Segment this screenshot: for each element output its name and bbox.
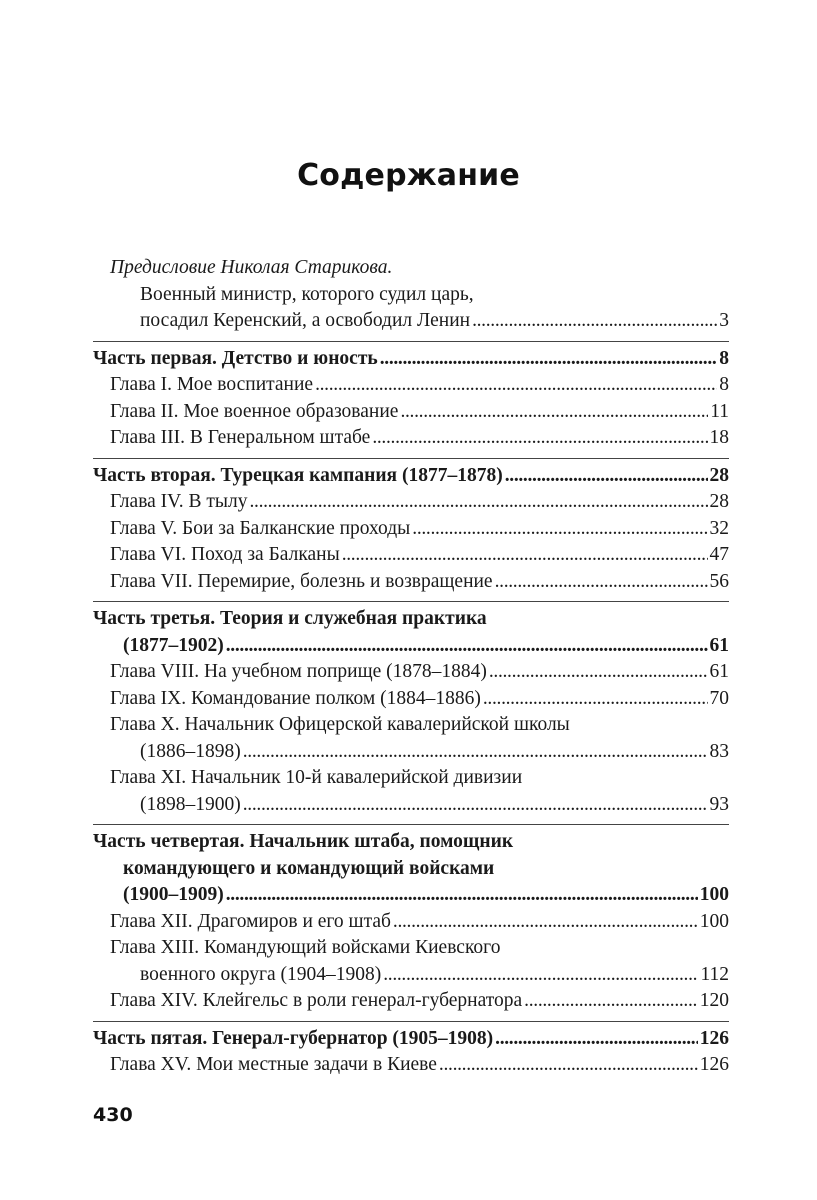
preface-title-last-line — [110, 308, 729, 335]
page-ref: 47 — [709, 544, 729, 565]
preface-title-line: Военный министр, которого судил царь, — [140, 283, 474, 305]
chapter-title: Глава XII. Драгомиров и его штаб — [110, 910, 391, 932]
toc-entry-chapter-1[interactable] — [93, 372, 729, 399]
page-ref: 28 — [709, 491, 729, 512]
part-title-cont: командующего и командующий войсками — [123, 857, 495, 879]
dot-leader — [372, 425, 707, 452]
dot-leader — [495, 569, 708, 596]
dot-leader — [243, 739, 708, 766]
page-ref: 32 — [709, 517, 729, 539]
chapter-title-cont: военного округа (1904–1908) — [140, 963, 382, 985]
toc-entry-chapter-7[interactable] — [93, 569, 729, 596]
page-ref: 83 — [709, 740, 729, 762]
page-ref: 8 — [719, 374, 729, 395]
toc-entry-chapter-5[interactable] — [93, 516, 729, 543]
dot-leader — [439, 1052, 698, 1079]
chapter-title: Глава IX. Командование полком (1884–1886) — [110, 687, 481, 709]
page-ref: 8 — [719, 347, 729, 369]
toc-entry-chapter-9[interactable] — [93, 686, 729, 713]
page-number: 430 — [93, 1104, 133, 1126]
page-ref: 93 — [709, 793, 729, 815]
chapter-title-cont: (1898–1900) — [140, 793, 241, 815]
toc-entry-chapter-6[interactable] — [93, 542, 729, 569]
page-ref: 18 — [709, 427, 729, 448]
dot-leader — [226, 882, 698, 909]
part-title: Часть вторая. Турецкая кампания (1877–1878) — [93, 464, 503, 486]
toc-entry-chapter-2[interactable] — [93, 399, 729, 426]
chapter-title: Глава VIII. На учебном поприще (1878–1884) — [110, 661, 487, 682]
toc-entry-chapter-15[interactable] — [93, 1052, 729, 1079]
page-ref: 112 — [700, 963, 729, 985]
dot-leader — [495, 1026, 698, 1053]
chapter-title: Глава XV. Мои местные задачи в Киеве — [110, 1054, 437, 1075]
toc-entry-part-3[interactable] — [93, 606, 729, 659]
dot-leader — [472, 308, 717, 335]
page-ref: 70 — [709, 687, 729, 709]
page-ref: 3 — [719, 310, 729, 331]
page-ref: 120 — [699, 990, 729, 1011]
dot-leader — [483, 686, 708, 713]
chapter-title: Глава VII. Перемирие, болезнь и возвращение — [110, 570, 493, 592]
dot-leader — [412, 516, 707, 543]
chapter-title: Глава XIV. Клейгельс в роли генерал-губернатора — [110, 990, 523, 1011]
page-ref: 100 — [699, 910, 729, 932]
page-ref: 61 — [709, 634, 729, 656]
dot-leader — [243, 792, 708, 819]
page-ref: 56 — [709, 570, 729, 592]
dot-leader — [524, 988, 698, 1015]
page-ref: 11 — [710, 400, 729, 422]
dot-leader — [226, 633, 708, 660]
toc-entry-part-1[interactable] — [93, 346, 729, 373]
chapter-title: Глава XI. Начальник 10-й кавалерийской дивизии — [110, 767, 523, 788]
chapter-title: Глава IV. В тылу — [110, 491, 248, 512]
entry-text: посадил Керенский, а освободил Ленин — [140, 310, 471, 331]
page-ref: 61 — [709, 661, 729, 682]
toc-entry-chapter-12[interactable] — [93, 909, 729, 936]
page-ref: 28 — [709, 464, 729, 486]
page-ref: 126 — [699, 1027, 729, 1049]
dot-leader — [400, 399, 708, 426]
dot-leader — [342, 542, 708, 569]
dot-leader — [383, 962, 698, 989]
chapter-title: Глава III. В Генеральном штабе — [110, 427, 371, 448]
chapter-title: Глава X. Начальник Офицерской кавалерийской школы — [110, 714, 570, 735]
toc-entry-chapter-11[interactable] — [93, 765, 729, 818]
toc-entry-part-5[interactable] — [93, 1026, 729, 1053]
chapter-title: Глава V. Бои за Балканские проходы — [110, 517, 411, 539]
toc-entry-chapter-8[interactable] — [93, 659, 729, 686]
part-title-cont: (1877–1902) — [123, 634, 224, 656]
toc-entry-chapter-3[interactable] — [93, 425, 729, 452]
chapter-title: Глава XIII. Командующий войсками Киевского — [110, 937, 501, 958]
table-of-contents — [93, 255, 729, 1079]
toc-entry-chapter-13[interactable] — [93, 935, 729, 988]
part-title: Часть пятая. Генерал-губернатор (1905–1908) — [93, 1027, 494, 1049]
dot-leader — [505, 463, 708, 490]
toc-entry-chapter-10[interactable] — [93, 712, 729, 765]
preface-author-line: Предисловие Николая Старикова. — [110, 257, 393, 278]
page-ref: 126 — [699, 1054, 729, 1075]
toc-entry-preface[interactable] — [93, 255, 729, 335]
dot-leader — [393, 909, 698, 936]
chapter-title-cont: (1886–1898) — [140, 740, 241, 762]
toc-entry-chapter-14[interactable] — [93, 988, 729, 1015]
toc-entry-chapter-4[interactable] — [93, 489, 729, 516]
dot-leader — [489, 659, 708, 686]
page-ref: 100 — [699, 884, 729, 905]
part-title: Часть третья. Теория и служебная практика — [93, 608, 487, 629]
chapter-title: Глава I. Мое воспитание — [110, 374, 314, 395]
chapter-title: Глава VI. Поход за Балканы — [110, 544, 340, 565]
chapter-title: Глава II. Мое военное образование — [110, 400, 399, 422]
part-title-cont: (1900–1909) — [123, 884, 224, 905]
dot-leader — [249, 489, 707, 516]
part-title: Часть четвертая. Начальник штаба, помощник — [93, 831, 514, 852]
dot-leader — [315, 372, 717, 399]
toc-entry-part-2[interactable] — [93, 463, 729, 490]
part-title: Часть первая. Детство и юность — [93, 347, 378, 369]
dot-leader — [380, 346, 718, 373]
toc-entry-part-4[interactable] — [93, 829, 729, 909]
page-title: Содержание — [297, 158, 520, 194]
